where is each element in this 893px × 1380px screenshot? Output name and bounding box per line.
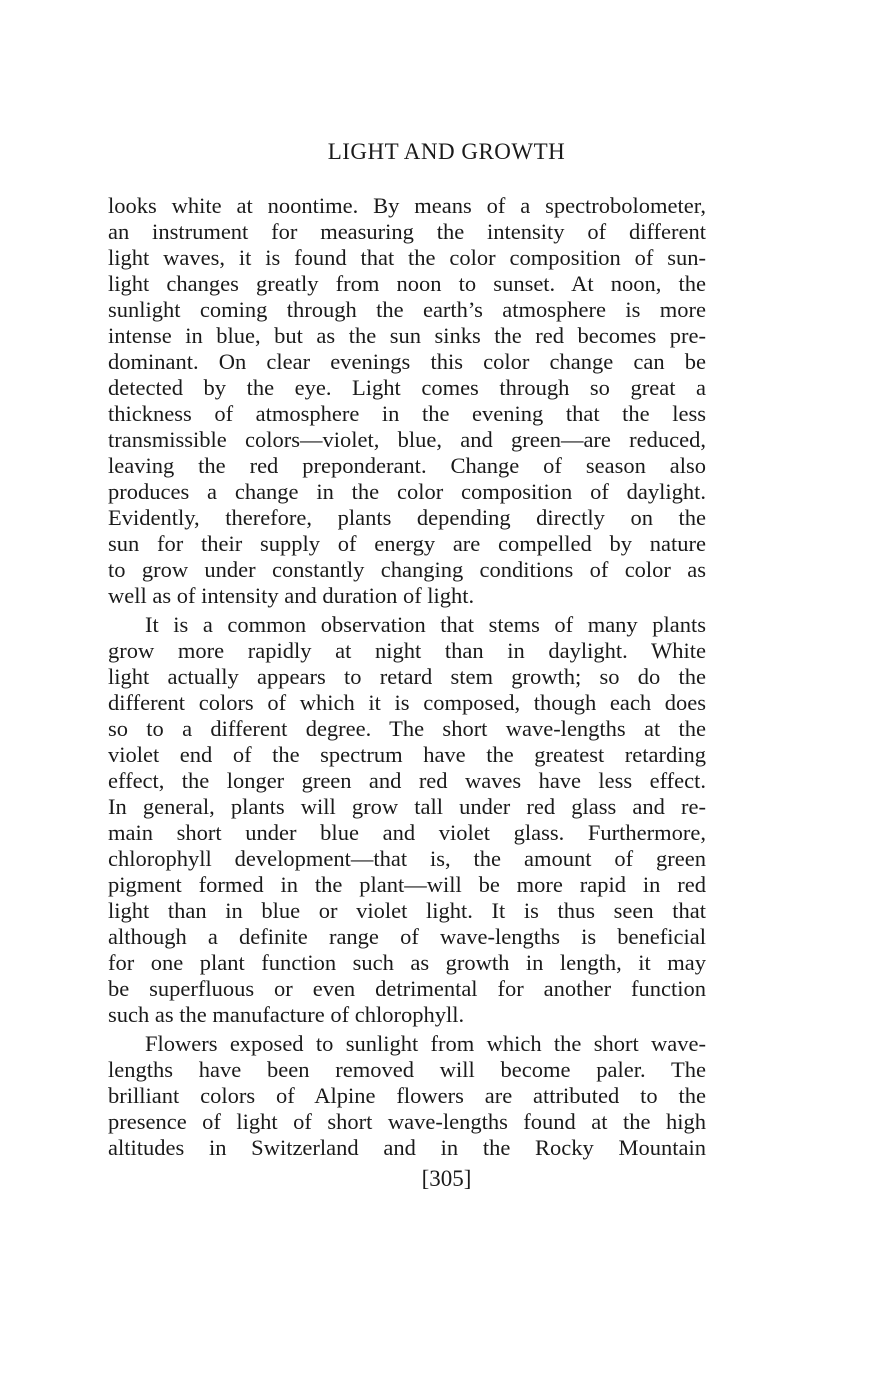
text-line: intense in blue, but as the sun sinks the red becomes pre- — [108, 323, 706, 348]
text-line: grow more rapidly at night than in daylight. White — [108, 638, 706, 663]
text-line: so to a different degree. The short wave-lengths at the — [108, 716, 706, 741]
text-line: sunlight coming through the earth’s atmosphere is more — [108, 297, 706, 322]
page-number: [305] — [421, 1166, 472, 1191]
text-line: light than in blue or violet light. It is thus seen that — [108, 898, 706, 923]
paragraph — [108, 612, 706, 1028]
text-line: looks white at noontime. By means of a spectrobolometer, — [108, 193, 706, 218]
text-line: detected by the eye. Light comes through so great a — [108, 375, 706, 400]
text-line: main short under blue and violet glass. Furthermore, — [108, 820, 706, 845]
text-line: light waves, it is found that the color composition of sun- — [108, 245, 706, 270]
text-line: produces a change in the color composition of daylight. — [108, 479, 706, 504]
text-line: chlorophyll development—that is, the amount of green — [108, 846, 706, 871]
text-line: well as of intensity and duration of light. — [108, 583, 475, 608]
text-line: be superfluous or even detrimental for another function — [108, 976, 706, 1001]
body-text — [108, 193, 706, 1161]
text-line: although a definite range of wave-lengths is beneficial — [108, 924, 706, 949]
text-line: leaving the red preponderant. Change of season also — [108, 453, 706, 478]
running-head: LIGHT AND GROWTH — [327, 139, 566, 164]
text-line: Evidently, therefore, plants depending directly on the — [108, 505, 706, 530]
text-line: for one plant function such as growth in length, it may — [108, 950, 706, 975]
text-line: altitudes in Switzerland and in the Rocky Mountain — [108, 1135, 706, 1160]
text-line: In general, plants will grow tall under red glass and re- — [108, 794, 706, 819]
text-line: brilliant colors of Alpine flowers are attributed to the — [108, 1083, 706, 1108]
text-line: violet end of the spectrum have the greatest retarding — [108, 742, 706, 767]
text-line: It is a common observation that stems of many plants — [145, 612, 706, 637]
text-line: lengths have been removed will become paler. The — [108, 1057, 706, 1082]
text-line: different colors of which it is composed, though each does — [108, 690, 706, 715]
text-line: transmissible colors—violet, blue, and green—are reduced, — [108, 427, 706, 452]
text-line: to grow under constantly changing conditions of color as — [108, 557, 706, 582]
text-line: sun for their supply of energy are compelled by nature — [108, 531, 706, 556]
paragraph — [108, 193, 706, 609]
text-line: an instrument for measuring the intensity of different — [108, 219, 706, 244]
text-line: presence of light of short wave-lengths found at the high — [108, 1109, 706, 1134]
text-line: dominant. On clear evenings this color change can be — [108, 349, 706, 374]
text-line: effect, the longer green and red waves have less effect. — [108, 768, 706, 793]
text-line: light changes greatly from noon to sunset. At noon, the — [108, 271, 706, 296]
text-line: such as the manufacture of chlorophyll. — [108, 1002, 465, 1027]
text-line: pigment formed in the plant—will be more rapid in red — [108, 872, 706, 897]
text-line: thickness of atmosphere in the evening that the less — [108, 401, 706, 426]
text-line: Flowers exposed to sunlight from which the short wave- — [145, 1031, 706, 1056]
paragraph — [108, 1031, 706, 1161]
text-line: light actually appears to retard stem growth; so do the — [108, 664, 706, 689]
